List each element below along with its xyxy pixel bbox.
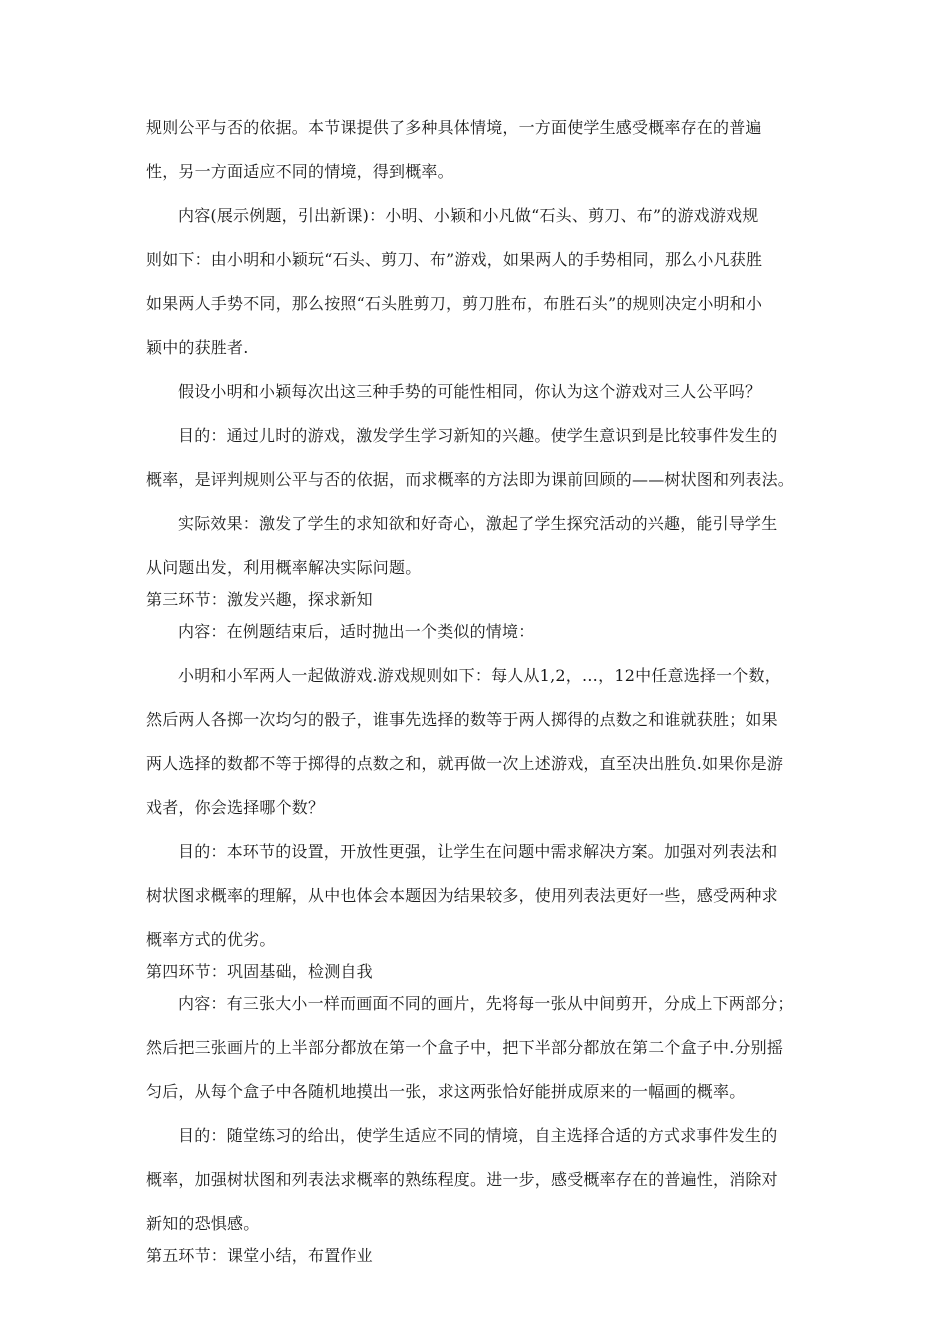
paragraph-start: 目的：通过儿时的游戏，激发学生学习新知的兴趣。使学生意识到是比较事件发生的 (178, 426, 778, 445)
text-line: 性，另一方面适应不同的情境，得到概率。 (146, 162, 454, 181)
text-line: 颖中的获胜者. (146, 338, 249, 357)
section-heading-5: 第五环节：课堂小结，布置作业 (146, 1246, 373, 1265)
text-line: 规则公平与否的依据。本节课提供了多种具体情境，一方面使学生感受概率存在的普遍 (146, 118, 762, 137)
text-line: 戏者，你会选择哪个数？ (146, 798, 325, 817)
text-line: 如果两人手势不同，那么按照“石头胜剪刀，剪刀胜布，布胜石头”的规则决定小明和小 (146, 294, 763, 313)
document-body (146, 116, 816, 1268)
text-line: 概率，是评判规则公平与否的依据，而求概率的方法即为课前回顾的——树状图和列表法。 (146, 470, 795, 489)
text-line: 新知的恐惧感。 (146, 1214, 260, 1233)
paragraph-start: 目的：本环节的设置，开放性更强，让学生在问题中需求解决方案。加强对列表法和 (178, 842, 778, 861)
text-line: 然后把三张画片的上半部分都放在第一个盒子中，把下半部分都放在第二个盒子中.分别摇 (146, 1038, 784, 1057)
paragraph-start: 小明和小军两人一起做游戏.游戏规则如下：每人从1,2，…，12中任意选择一个数， (178, 666, 781, 685)
text-line: 则如下：由小明和小颖玩“石头、剪刀、布”游戏，如果两人的手势相同，那么小凡获胜 (146, 250, 763, 269)
text-line: 然后两人各掷一次均匀的骰子，谁事先选择的数等于两人掷得的点数之和谁就获胜；如果 (146, 710, 778, 729)
paragraph-start: 内容(展示例题，引出新课)：小明、小颖和小凡做“石头、剪刀、布”的游戏游戏规 (178, 206, 759, 225)
paragraph-start: 内容：有三张大小一样而画面不同的画片，先将每一张从中间剪开，分成上下两部分； (178, 994, 794, 1013)
paragraph-start: 目的：随堂练习的给出，使学生适应不同的情境，自主选择合适的方式求事件发生的 (178, 1126, 778, 1145)
paragraph-start: 假设小明和小颖每次出这三种手势的可能性相同，你认为这个游戏对三人公平吗？ (178, 382, 762, 401)
text-line: 匀后，从每个盒子中各随机地摸出一张，求这两张恰好能拼成原来的一幅画的概率。 (146, 1082, 746, 1101)
paragraph-start: 实际效果：激发了学生的求知欲和好奇心，激起了学生探究活动的兴趣，能引导学生 (178, 514, 778, 533)
section-heading-3: 第三环节：激发兴趣，探求新知 (146, 590, 373, 609)
text-line: 两人选择的数都不等于掷得的点数之和，就再做一次上述游戏，直至决出胜负.如果你是游 (146, 754, 784, 773)
text-line: 从问题出发，利用概率解决实际问题。 (146, 558, 422, 577)
text-line: 概率方式的优劣。 (146, 930, 276, 949)
text-line: 概率，加强树状图和列表法求概率的熟练程度。进一步，感受概率存在的普遍性，消除对 (146, 1170, 778, 1189)
paragraph-start: 内容：在例题结束后，适时抛出一个类似的情境： (178, 622, 535, 641)
text-line: 树状图求概率的理解，从中也体会本题因为结果较多，使用列表法更好一些，感受两种求 (146, 886, 778, 905)
section-heading-4: 第四环节：巩固基础，检测自我 (146, 962, 373, 981)
